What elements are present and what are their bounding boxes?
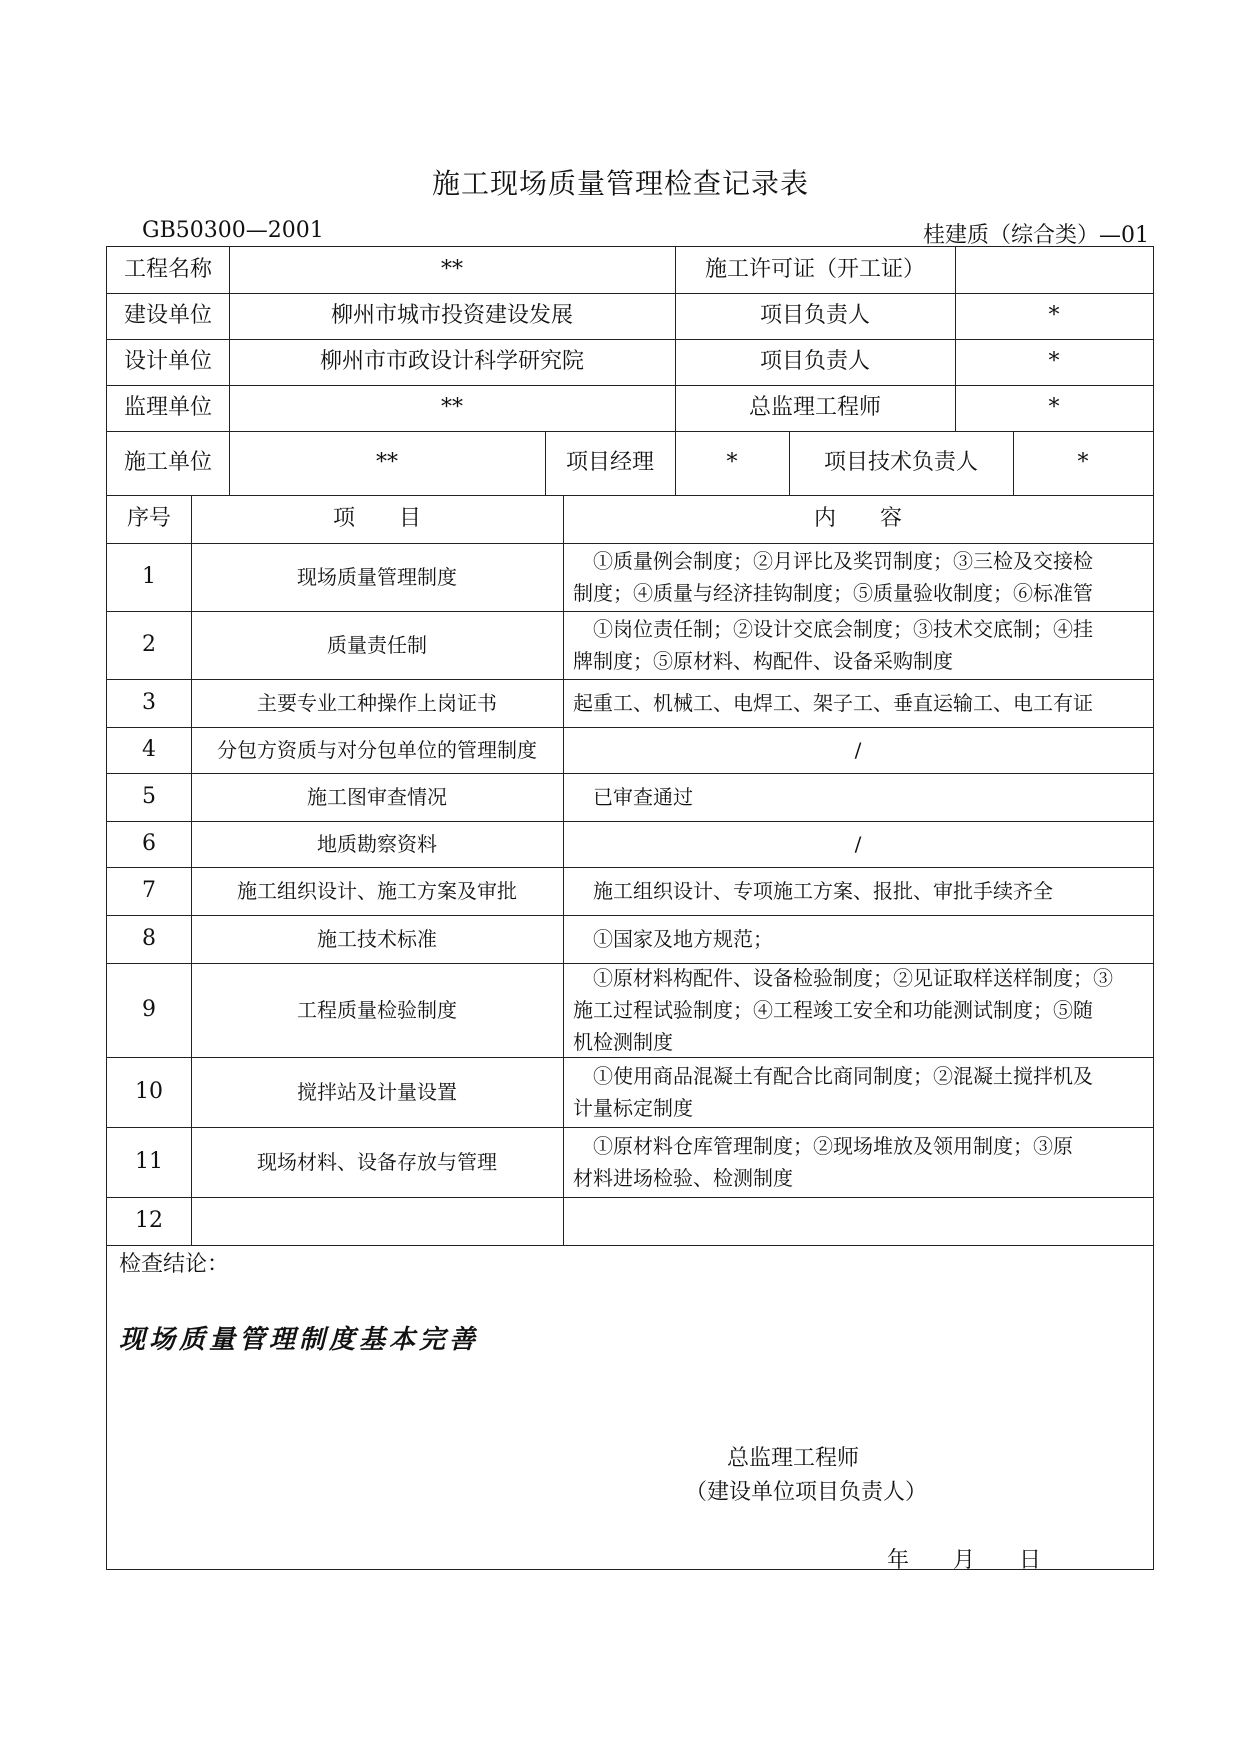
conclusion-label: 检查结论： (119, 1252, 230, 1277)
date-month: 月 (953, 1548, 976, 1573)
row-content-line: 机检测制度 (573, 1030, 673, 1054)
tech-lead-label: 项目技术负责人 (823, 450, 978, 475)
row-item (191, 1197, 563, 1245)
row-number: 3 (142, 690, 156, 715)
row-content-line: ①质量例会制度；②月评比及奖罚制度；③三检及交接检 (593, 549, 1093, 573)
builder-manager-label: 项目负责人 (759, 303, 870, 328)
conclusion-text: 现场质量管理制度基本完善 (119, 1325, 480, 1355)
row-item: 搅拌站及计量设置 (297, 1080, 457, 1104)
row-item: 施工组织设计、施工方案及审批 (237, 879, 517, 903)
row-content (563, 543, 1153, 611)
date-day: 日 (1019, 1548, 1042, 1573)
row-item: 地质勘察资料 (317, 832, 437, 856)
row-content (563, 611, 1153, 679)
design-label: 设计单位 (123, 349, 212, 374)
row-number: 12 (135, 1208, 163, 1233)
row-number: 6 (142, 831, 156, 856)
chief-supervisor-label: 总监理工程师 (748, 395, 881, 420)
construction-label: 施工单位 (123, 450, 212, 475)
chief-supervisor-value: * (1048, 395, 1060, 420)
supervision-value: ** (441, 395, 463, 420)
row-number: 11 (135, 1149, 163, 1174)
row-content (563, 679, 1153, 727)
builder-value: 柳州市城市投资建设发展 (330, 303, 573, 328)
row-item: 工程质量检验制度 (297, 998, 457, 1022)
column-header-content: 内 容 (813, 506, 902, 531)
row-number: 5 (142, 784, 156, 809)
tech-lead-value: * (1077, 450, 1089, 475)
row-content-line: / (854, 832, 862, 856)
row-item: 主要专业工种操作上岗证书 (257, 691, 497, 715)
design-manager-label: 项目负责人 (759, 349, 870, 374)
permit-value (955, 247, 1153, 293)
row-content-line: 已审查通过 (593, 785, 693, 809)
row-number: 4 (142, 737, 156, 762)
row-divider (107, 1245, 1153, 1246)
permit-label: 施工许可证（开工证） (704, 257, 925, 282)
design-manager-value: * (1048, 349, 1060, 374)
row-content-line: 起重工、机械工、电焊工、架子工、垂直运输工、电工有证 (573, 691, 1093, 715)
row-item: 现场材料、设备存放与管理 (257, 1150, 497, 1174)
row-item: 分包方资质与对分包单位的管理制度 (217, 738, 537, 762)
row-content (563, 1127, 1153, 1197)
row-content-line: ①国家及地方规范； (593, 927, 773, 951)
row-number: 1 (142, 564, 156, 589)
row-content (563, 963, 1153, 1057)
pm-value: * (726, 450, 738, 475)
row-content-line: 施工组织设计、专项施工方案、报批、审批手续齐全 (593, 879, 1053, 903)
page-title: 施工现场质量管理检查记录表 (431, 167, 809, 200)
row-content-line: ①使用商品混凝土有配合比商同制度；②混凝土搅拌机及 (593, 1064, 1093, 1088)
design-value: 柳州市市政设计科学研究院 (319, 349, 584, 374)
builder-manager-value: * (1048, 303, 1060, 328)
row-number: 8 (142, 926, 156, 951)
row-number: 10 (135, 1079, 163, 1104)
project-name-label: 工程名称 (123, 257, 212, 282)
row-content (563, 1197, 1153, 1245)
row-content-line: 计量标定制度 (573, 1096, 693, 1120)
supervision-label: 监理单位 (123, 395, 212, 420)
row-content-line: ①原材料构配件、设备检验制度；②见证取样送样制度；③ (593, 966, 1113, 990)
project-name-value: ** (441, 257, 463, 282)
row-number: 2 (142, 632, 156, 657)
row-content (563, 821, 1153, 867)
row-item: 施工技术标准 (317, 927, 437, 951)
column-header-item: 项 目 (332, 506, 421, 531)
standard-code: GB50300—2001 (142, 218, 324, 243)
date-year: 年 (887, 1548, 910, 1573)
row-item: 质量责任制 (327, 633, 427, 657)
row-content-line: / (854, 738, 862, 762)
row-content (563, 1057, 1153, 1127)
construction-value: ** (376, 450, 398, 475)
row-content (563, 867, 1153, 915)
signer-subtitle: （建设单位项目负责人） (685, 1480, 928, 1505)
row-item: 现场质量管理制度 (297, 565, 457, 589)
pm-label: 项目经理 (565, 450, 654, 475)
row-content-line: 材料进场检验、检测制度 (573, 1166, 793, 1190)
row-content-line: 牌制度；⑤原材料、构配件、设备采购制度 (573, 649, 953, 673)
column-header-no: 序号 (126, 506, 171, 531)
row-number: 9 (142, 997, 156, 1022)
form-code: 桂建质（综合类）—01 (923, 223, 1149, 248)
row-content-line: ①岗位责任制；②设计交底会制度；③技术交底制；④挂 (593, 617, 1093, 641)
row-content-line: ①原材料仓库管理制度；②现场堆放及领用制度；③原 (593, 1134, 1073, 1158)
row-number: 7 (142, 878, 156, 903)
signer-title: 总监理工程师 (727, 1446, 860, 1471)
sign-date (887, 1543, 1085, 1574)
row-content (563, 773, 1153, 821)
row-content-line: 制度；④质量与经济挂钩制度；⑤质量验收制度；⑥标准管 (573, 581, 1093, 605)
row-content (563, 727, 1153, 773)
builder-label: 建设单位 (123, 303, 212, 328)
row-content-line: 施工过程试验制度；④工程竣工安全和功能测试制度；⑤随 (573, 998, 1093, 1022)
row-item: 施工图审查情况 (307, 785, 447, 809)
row-content (563, 915, 1153, 963)
inspection-form (106, 246, 1154, 1573)
